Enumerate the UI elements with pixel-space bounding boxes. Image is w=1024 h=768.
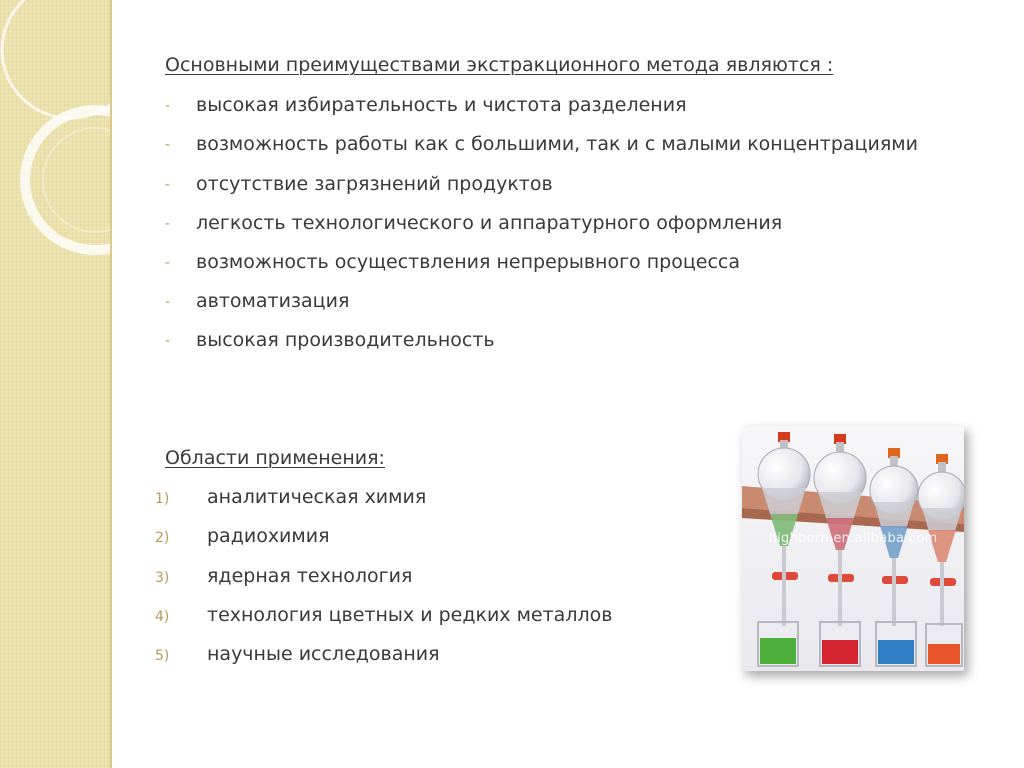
advantage-text: легкость технологического и аппаратурного оформления: [196, 212, 783, 234]
application-text: технология цветных и редких металлов: [207, 604, 613, 626]
advantage-text: возможность работы как с большими, так и с малыми концентрациями: [196, 133, 918, 155]
separatory-funnels-photo: [742, 426, 964, 671]
list-number: 4): [155, 609, 170, 625]
dash-bullet: -: [165, 333, 171, 349]
advantages-heading: Основными преимуществами экстракционного метода являются :: [165, 54, 834, 76]
advantage-text: отсутствие загрязнений продуктов: [196, 173, 553, 195]
list-number: 2): [155, 530, 170, 546]
dash-bullet: -: [165, 255, 171, 271]
funnels-illustration: [742, 426, 964, 671]
application-text: аналитическая химия: [207, 486, 427, 508]
list-number: 3): [155, 570, 170, 586]
application-text: ядерная технология: [207, 565, 413, 587]
advantage-text: высокая избирательность и чистота разделения: [196, 94, 687, 116]
advantage-text: возможность осуществления непрерывного процесса: [196, 251, 740, 273]
applications-heading: Области применения:: [165, 447, 385, 469]
dash-bullet: -: [165, 177, 171, 193]
image-watermark: highborn.en.alibaba.com: [768, 531, 938, 546]
dash-bullet: -: [165, 294, 171, 310]
application-text: научные исследования: [207, 643, 440, 665]
application-text: радиохимия: [207, 525, 330, 547]
dash-bullet: -: [165, 216, 171, 232]
advantage-text: автоматизация: [196, 290, 350, 312]
list-number: 1): [155, 491, 170, 507]
advantage-text: высокая производительность: [196, 329, 495, 351]
dash-bullet: -: [165, 137, 171, 153]
dash-bullet: -: [165, 98, 171, 114]
list-number: 5): [155, 648, 170, 664]
